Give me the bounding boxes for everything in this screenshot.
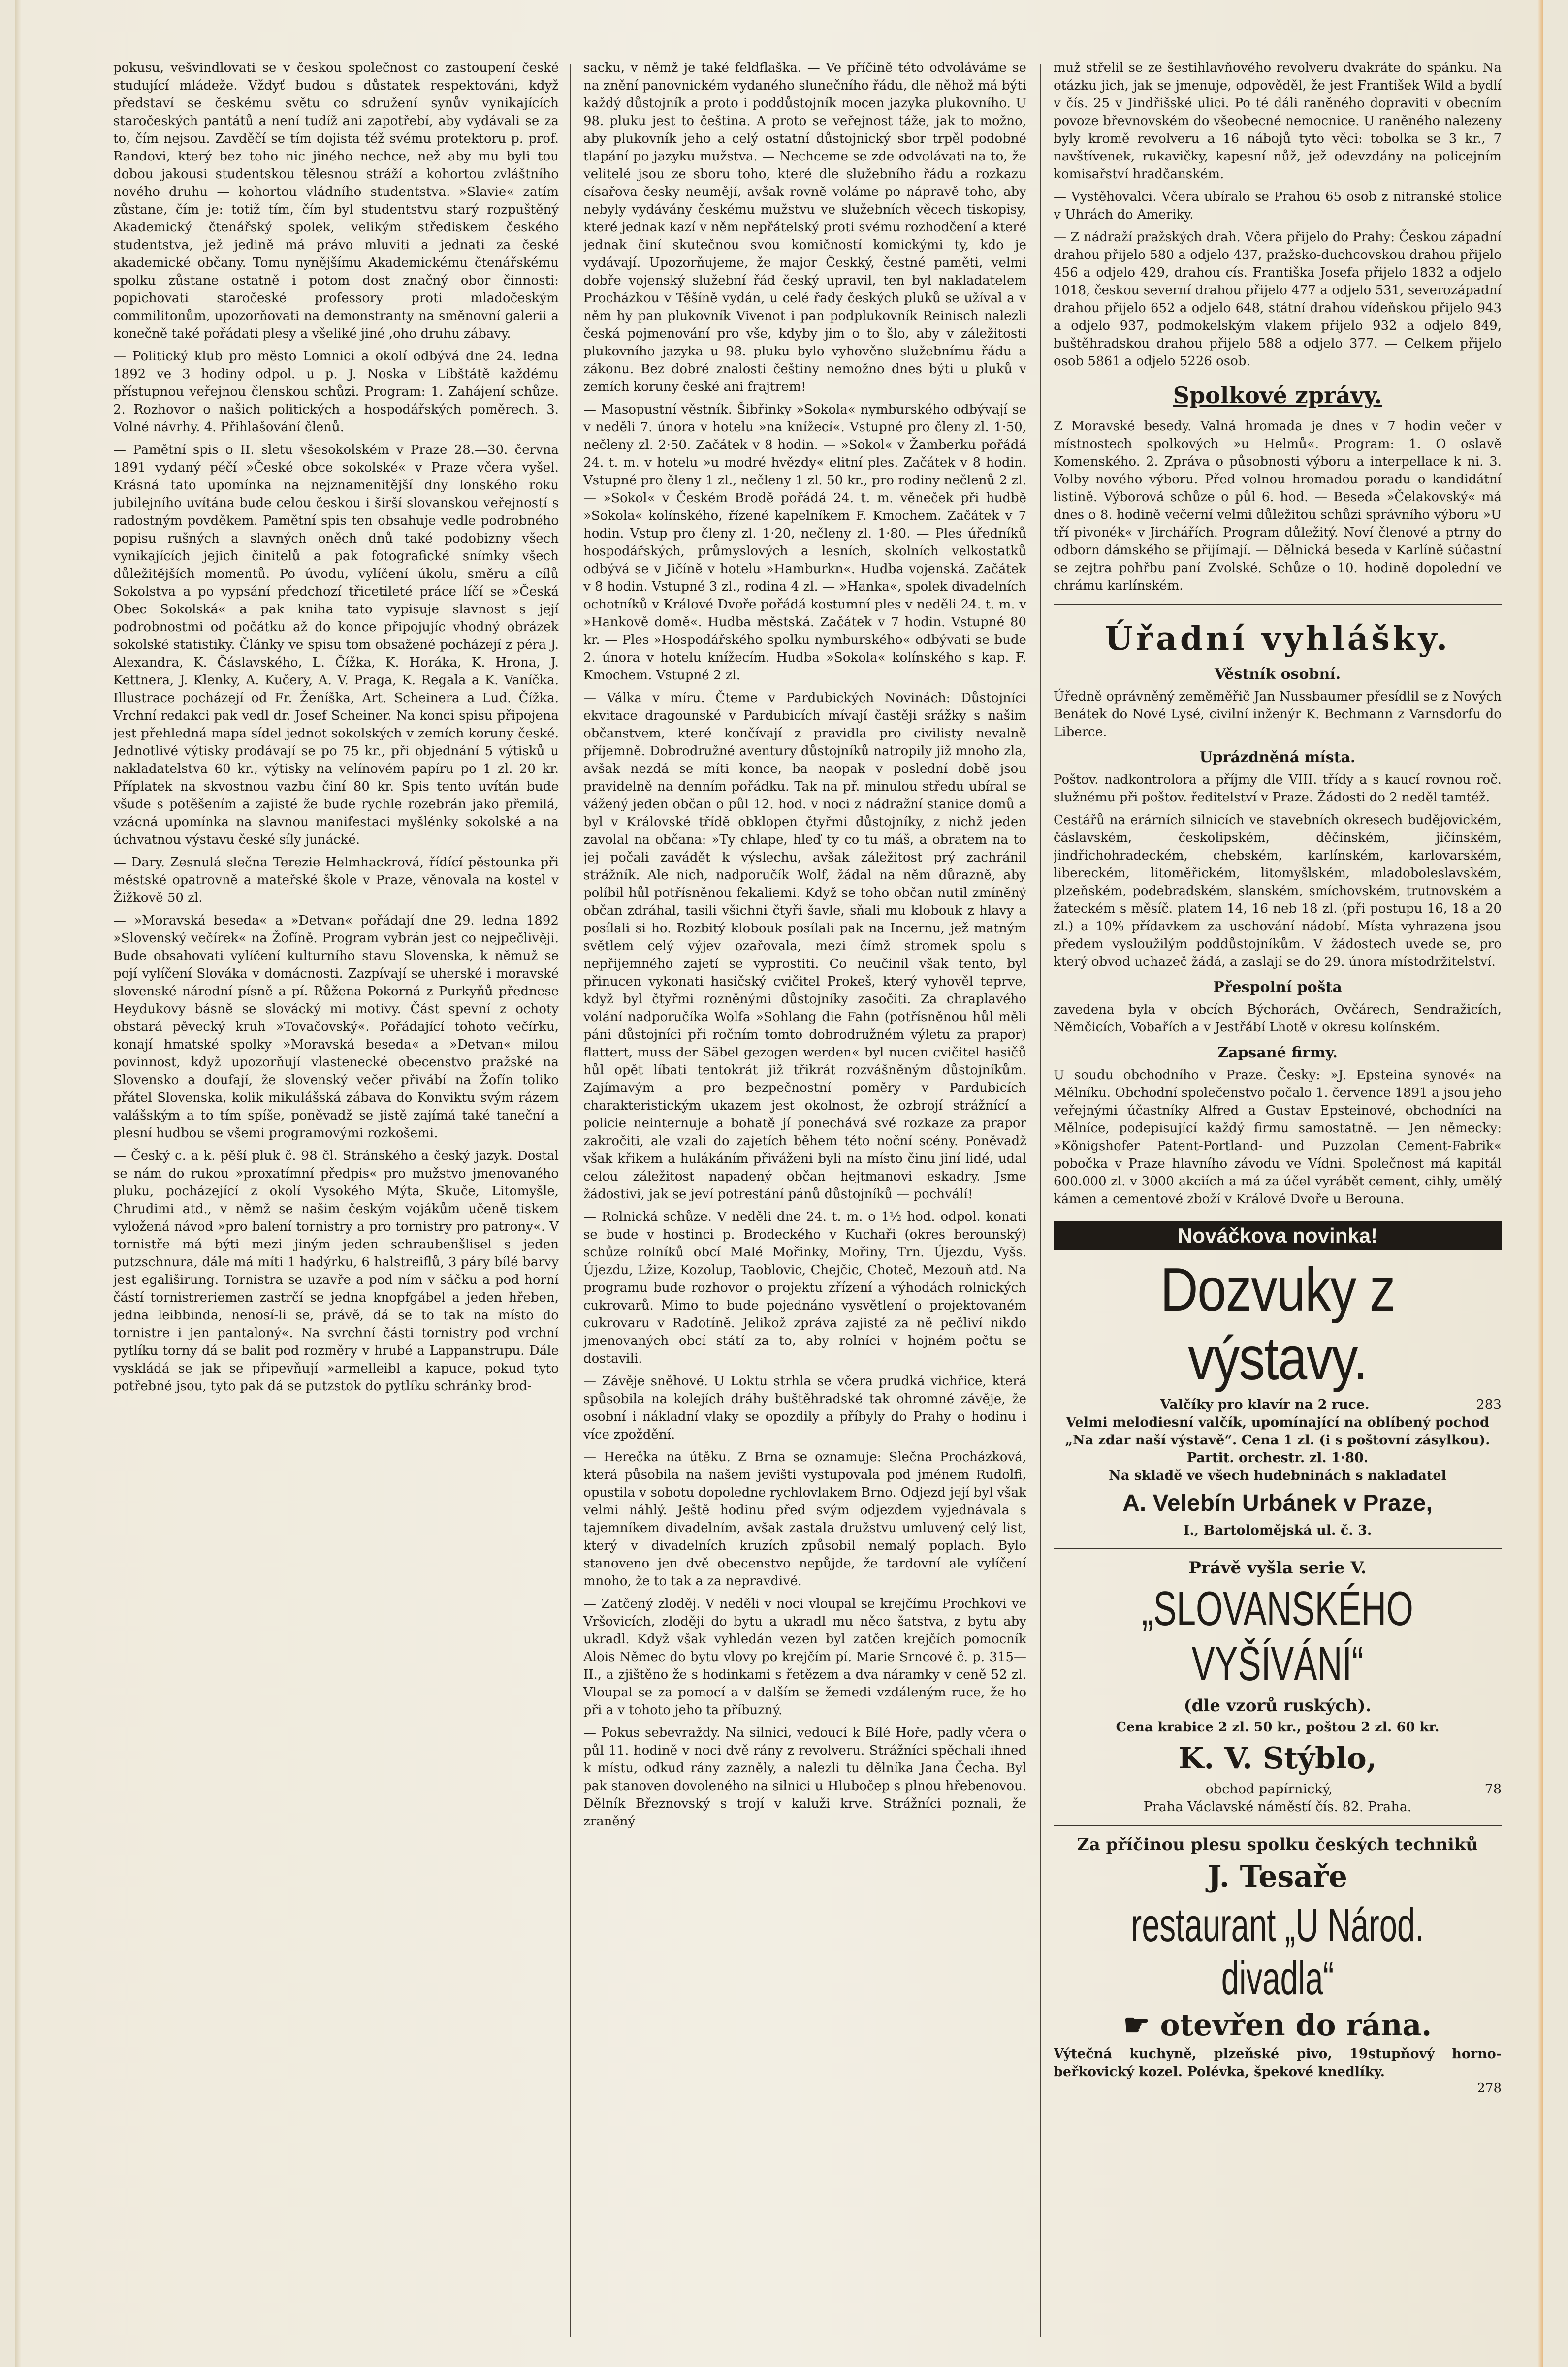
subheading-firmy: Zapsané firmy. bbox=[1217, 1044, 1338, 1061]
article-paragraph: zavedena byla v obcích Býchorách, Ovčárech, Sendražicích, Němčicích, Vobařích a v Jestřábí Lhotě v okresu kolínském. bbox=[1054, 1002, 1502, 1035]
article-paragraph: sacku, v němž je také feldflaška. — Ve příčině této odvoláváme se na znění panovnickém vydaného slunečního řádu, dle něhož má býti každý důstojník a proto i poddůstojník mocen jazyka plukovního. U 98. pluku jest to čeština. A proto se veřejnost táže, jak to možno, aby plukovník jeho a celý ostatní důstojnický sbor trpěl podobné tlapání po jazyku mužstva. — Nechceme se zde odvolávati na to, že velitelé jsou ze sboru toho, které dle služebního řádu a rozkazu císařova česky neumějí, avšak rovně voláme po nápravě toho, aby nebyly vydávány českému mužstvu ve služebních věcech tiskopisy, které jednak kazí v něm nepřátelský proti svému rozhodčení a které jednak činí skutečnou svou komičností komickými ty, kdo je vydávají. Upozorňujeme, že major Českký, čestné paměti, velmi dobře vojenský služební řád český upravil, ten byl nakladatelem Procházkou v Těšíně vydán, u celé řady českých pluků se užíval a v něm hy pan plukovník Vivenot i pan podplukovník Reinisch nalezli česká pojmenování pro vše, kdyby jim o to šlo, aby v záležitosti plukovního jazyka u 98. pluku bylo vyhověno služebnímu řádu a zákonu. Bez dobré znalosti češtiny nemožno dnes býti u pluků v zemích koruny české ani frajtrem! bbox=[583, 61, 1026, 394]
article-paragraph: — Rolnická schůze. V neděli dne 24. t. m. o 1½ hod. odpol. konati se bude v hostinci p. Brodeckého v Kuchaři (okres berounský) schůze rolníků obcí Malé Mořinky, Mořiny, Trn. Újezdu, Vyšs. Újezdu, Lžize, Kozolup, Taoblovic, Chejčic, Choteč, Mezouň atd. Na programu bude rozhovor o projektu zřízení a výhodách rolnických cukrovarů. Mimo to bude pojednáno vysvětlení o projektovaném cukrovaru v Radotíně. Jelikož zpráva zajisté za ně pečliví nikdo jmenovaných obcí státí za to, aby rolníci v hojném počtu se dostavili. bbox=[583, 1210, 1026, 1366]
page-edge-left bbox=[15, 0, 21, 2367]
column-rule bbox=[570, 64, 571, 2337]
section-heading-uredni: Úřadní vyhlášky. bbox=[1104, 619, 1451, 658]
ad-line bbox=[1054, 1781, 1502, 1798]
article-paragraph: U soudu obchodního v Praze. Česky: »J. Epsteina synové« na Mělníku. Obchodní společenstvo počalo 1. července 1891 a jsou jeho veřejnými účastníky Alfred a Gustav Epsteinové, obchodníci na Mělníce, podepisující každý firmu samostatně. — Jen německy: »Königshofer Patent-Portland- und Puzzolan Cement-Fabrik« pobočka v Praze hlavního závodu ve Vídni. Společnost má kapitál 600.000 zl. v 3000 akciích a má za účel vyrábět cement, cihly, umělý kámen a cementové zboží v Králové Dvoře u Berouna. bbox=[1054, 1068, 1502, 1207]
ad-banner: Nováčkova novinka! bbox=[1054, 1221, 1502, 1250]
divider bbox=[1054, 1548, 1502, 1549]
ad-line: Výtečná kuchyně, plzeňské pivo, 19stupňový horno-beřkovický kozel. Polévka, špekové knedlíky. bbox=[1054, 2047, 1502, 2079]
ad-number: 278 bbox=[1477, 2081, 1502, 2096]
article-paragraph: pokusu, vešvindlovati se v českou společnost co zastoupení české studující mládeže. Vždyť budou s důstatek respektováni, když představí se českému světu co sdružení synův vynikajících staročeských pantátů a není tudíž ani zapotřebí, aby vydávali se za to, čím nejsou. Zavděčí se tím dojista též svému protektoru p. prof. Randovi, který bez toho nic jiného nechce, než aby mu byli tou dobou jakousi studentskou tělesnou stráží a kohortou zvláštního nového druhu — kohortou vládního studentstva. »Slavie« zatím zůstane, čím je: totiž tím, čím byl studentstvu starý rozpuštěný Akademický čtenářský spolek, velikým střediskem českého studentstva, jež jedině má právo mluviti a jednati za české akademické občany. Tomu nynějšímu Akademickému čtenářskému spolku zůstane ostatně i potom dost značný obor činnosti: popichovati staročeské professory proti mladočeským commilitonům, upozorňovati na demonstranty na směnovní galerii a konečně také pořádati plesy a všeliké jiné ,oho druhu zábavy. bbox=[113, 61, 559, 341]
article-paragraph: — Český c. a k. pěší pluk č. 98 čl. Stránského a český jazyk. Dostal se nám do rukou »proxatímní předpis« pro mužstvo jmenovaného pluku, pocházející z okolí Vysokého Mýta, Skuče, Litomyšle, Chrudimi atd., v němž se našim českým vojákům učeně tiskem vyložená návod »pro balení tornistry a pro tornistry pro patrony«. V tornistře má býti mezi jiným jeden schraubenšlisel s jeden putzschnura, dále má míti 1 hadýrku, 6 halstreiflů, 3 páry bílé barvy jest egališirung. Tornistra se uzavře a pod ním v sáčku a pod horní částí tornistreriemen zastrčí se jedna knopfgábel a jeden hřeben, jedna leibbinda, nenosí-li se, právě, dá se to tak na místo do tornistre i jen pantaloný«. Na svrchní části tornistry pod vrchní pytlíku torny dá se balit pod rozměry v hrubé a Lappanstrupu. Dále vyskládá se jak se připevňují »armelleibl a kapuce, pokud tyto potřebné jsou, tyto pak dá se putzstok do pytlíku schránky brod- bbox=[113, 1149, 559, 1394]
ad-publisher: A. Velebín Urbánek v Praze, bbox=[1122, 1490, 1433, 1516]
article-paragraph: Cestářů na erárních silnicích ve stavebních okresech budějovickém, čáslavském, českolipském, děčínském, jičínském, jindřichohradeckém, chebském, karlínském, karlovarském, libereckém, litoměřickém, litomyšlském, mladoboleslavském, plzeňském, podebradském, slanském, smíchovském, trutnovském a žateckém s měsíč. platem 14, 16 neb 18 zl. (při postupu 16, 18 a 20 zl.) a 10% přídavkem za uschování nádobí. Místa vyhrazena jsou předem vysloužilým poddůstojníkům. V žádostech uvede se, pro který obvod uchazeč žádá, a zaslají se do 29. února místodržitelství. bbox=[1054, 813, 1502, 969]
column-left bbox=[113, 59, 559, 2347]
hand-pointer-icon: ☛ bbox=[1123, 2008, 1150, 2043]
article-paragraph: — Pokus sebevraždy. Na silnici, vedoucí k Bílé Hoře, padly včera o půl 11. hodině v noci dvě rány z revolveru. Strážníci spěchali ihned k místu, odkud rány zazněly, a nalezli tu dělníka Jana Čecha. Byl pak stanoven dovoleného na silnici u Hlubočep s plnou hřebenovou. Dělník Březnovský s trojí v kaluži krve. Strážníci poznali, že zraněný bbox=[583, 1726, 1026, 1829]
ad-name: J. Tesaře bbox=[1208, 1859, 1347, 1894]
ad-headline: restaurant „U Národ. divadla“ bbox=[1131, 1899, 1424, 2005]
article-paragraph: — Herečka na útěku. Z Brna se oznamuje: Slečna Procházková, která působila na našem jevišti vystupovala pod jménem Rudolfi, opustila v sobotu dopoledne rychlovlakem Brno. Odjezd její byl však velmi náhlý. Ještě hodinu před svým odjezdem vyjednávala s tajemníkem divadelním, avšak zastala družstvu umluvený celý list, který v divadelních kruzích způsobil nemalý poplach. Bylo stanoveno jen dvě obecenstvo nepůjde, že tardovní ale vylíčení mnoho, že to tak a za nepravdivé. bbox=[583, 1450, 1026, 1589]
ad-line: Právě vyšla serie V. bbox=[1188, 1558, 1367, 1578]
article-paragraph: — Dary. Zesnulá slečna Terezie Helmhackrová, řídící pěstounka při městské opatrovně a mateřské škole v Praze, věnovala na kostel v Žižkově 50 zl. bbox=[113, 855, 559, 905]
ad-line: Cena krabice 2 zl. 50 kr., poštou 2 zl. 60 kr. bbox=[1116, 1720, 1440, 1735]
article-paragraph: — Zatčený zloděj. V neděli v noci vloupal se krejčímu Prochkovi ve Vršovicích, zloději do bytu a ukradl mu něco šatstva, z bytu aby ukradl. Když však vyhledán vezen byl zatčen krejčích pomocník Alois Němec do bytu vlovy po krejčím pí. Marie Srncové č. p. 315—II., a zjištěno že s hodinkami s řetězem a dva náramky v ceně 52 zl. Vloupal se za pomocí a v dalším se žemedi vzdáleným ruce, že ho při a v tohoto jeho ta příbuzný. bbox=[583, 1597, 1026, 1718]
ad-text: obchod papírnický, bbox=[1205, 1782, 1333, 1797]
article-paragraph: — Vystěhovalci. Včera ubíralo se Prahou 65 osob z nitranské stolice v Uhrách do Ameriky. bbox=[1054, 190, 1502, 222]
divider bbox=[1054, 604, 1502, 605]
ad-line: Za příčinou plesu spolku českých techniků bbox=[1077, 1835, 1478, 1855]
article-paragraph: — Závěje sněhové. U Loktu strhla se včera prudká vichřice, která spůsobila na kolejích dráhy buštěhradské tak ohromné závěje, že osobní i nákladní vlaky se opozdily a příbyly do Prahy o hodinu i více zpoždění. bbox=[583, 1374, 1026, 1442]
ad-headline: Dozvuky z výstavy. bbox=[1160, 1256, 1395, 1393]
subheading-vestnik: Věstník osobní. bbox=[1214, 666, 1341, 683]
article-paragraph: — Z nádraží pražských drah. Včera přijelo do Prahy: Českou západní drahou přijelo 580 a odjelo 437, pražsko-duchcovskou drahou přijelo 456 a odjelo 429, drahou cís. Františka Josefa přijelo 1832 a odjelo 1018, českou severní drahou přijelo 477 a odjelo 531, severozápadní drahou přijelo 652 a odjelo 648, státní drahou vídeňskou přijelo 943 a odjelo 937, podmokelským vlakem přijelo 932 a odjelo 849, buštěhradskou drahou přijelo 588 a odjelo 377. — Celkem přijelo osob 5861 a odjelo 5226 osob. bbox=[1054, 230, 1502, 369]
ad-line bbox=[1054, 1396, 1502, 1414]
ad-open-text: otevřen do rána. bbox=[1160, 2008, 1432, 2043]
article-paragraph: muž střelil se ze šestihlavňového revolveru dvakráte do spánku. Na otázku jich, jak se jmenuje, odpověděl, že jest František Wild a bydlí v čís. 25 v Jindřišské ulici. Po té dáli raněného dopraviti v obecním povoze břevnovském do všeobecné nemocnice. U raněného nalezeny byly kromě revolveru a 16 nábojů tyto věci: tobolka se 3 kr., 7 navštívenek, rukavičky, kapesní nůž, jež odevzdány na policejním komisařství hradčanském. bbox=[1054, 61, 1502, 182]
ad-text: Valčíky pro klavír na 2 ruce. bbox=[1160, 1397, 1370, 1412]
article-paragraph: — Válka v míru. Čteme v Pardubických Novinách: Důstojníci ekvitace dragounské v Pardubicích mívají častěji srážky s našim občanstvem, které končívají z pravidla pro civilisty nevalně příjemně. Dobrodružné aventury důstojníků natropily již mnoho zla, avšak nezdá se míti konce, ba naopak v poslední době jsou pravidelně na denním pořádku. Tak na př. minulou středu ubíral se vážený jeden občan o půl 12. hod. v noci z nádražní stanice domů a byl v Královské třídě obklopen čtyřmi důstojníky, z nichž jeden zavolal na občana: »Ty chlape, hleď ty co tu máš, a obratem na to jej počali zavádět k výslechu, avšak záležitost prý zachránil strážník. Ale nich, nadporučík Wolf, žádal na něm důrazně, aby políbil hůl potřísněnou fekaliemi. Když se toho občan nutil zmíněný občan zdráhal, tasili všichni čtyři šavle, sňali mu klobouk z hlavy a posílali si ho. Rozbitý klobouk posílali pak na Incernu, jež matným světlem celý výjev ozařovala, mezi čímž stromek spolu s nepřijemného zajetí se vyprostiti. Co neučinil však tento, byl přinucen vykonati hasičský cvičitel Prokeš, který vyhověl teprve, když byl čtyřmi rozněnými důstojníky zasočiti. Za chraplavého volání nadporučíka Wolfa »Sohlang die Fahn (potřísněnou hůl měli páni důstojníci při ročním tomto dobrodružném výletu za prapor) flattert, muss der Säbel gezogen werden« byl nucen cvičitel hasičů hůl opět líbati tentokrát již třikrát rozvášněným důstojníkům. Zajímavým a pro bezpečnostní poměry v Pardubicích charakteristickým ukazem jest okolnost, že ozbrojí strážnící a policie neinternuje a bohatě jí ponechává své rozkaze za prapor zakročiti, ale vzali do zajetích během této noční scény. Poněvadž však křikem a hulákáním přiváženi byli na místo činu jiní lidé, udal celou záležitost napadený občan hejtmanovi eskadry. Jsme žádostivi, jak se jeví potrestání pánů důstojníků — pochválí! bbox=[583, 691, 1026, 1202]
article-paragraph: — Masopustní věstník. Šibřinky »Sokola« nymburského odbývají se v neděli 7. února v hotelu »na knížecí«. Vstupné pro členy zl. 1·50, nečleny zl. 2·50. Začátek v 8 hodin. — »Sokol« v Žamberku pořádá 24. t. m. v hotelu »u modré hvězdy« elitní ples. Začátek v 8 hodin. Vstupné pro členy 1 zl., nečleny 1 zl. 50 kr., pro rodiny nečlenů 2 zl. — »Sokol« v Českém Brodě pořádá 24. t. m. věneček při hudbě »Sokola« kolínského, řízené kapelníkem F. Kmochem. Začátek v 7 hodin. Vstup pro členy zl. 1·20, nečleny zl. 1·80. — Ples úředníků hospodářských, průmyslových a lesních, skolních velkostatků odbývá se v Jičíně v hotelu »Hamburkn«. Hudba vojenská. Začátek v 8 hodin. Vstupné 3 zl., rodina 4 zl. — »Hanka«, spolek divadelních ochotníků v Králové Dvoře pořádá kostumní ples v neděli 24. t. m. v »Hankově domě«. Hudba městská. Začátek v 7 hodin. Vstupné 80 kr. — Ples »Hospodářského spolku nymburského« odbývati se bude 2. února v hotelu knížecím. Hudba »Sokola« kolínského s kap. F. Kmochem. Vstupné 2 zl. bbox=[583, 402, 1026, 683]
column-right bbox=[1054, 59, 1502, 2347]
column-rule bbox=[1040, 64, 1041, 2337]
ad-number: 283 bbox=[1476, 1397, 1502, 1412]
ad-seller: K. V. Stýblo, bbox=[1178, 1741, 1377, 1776]
column-middle bbox=[583, 59, 1026, 2347]
ad-number: 78 bbox=[1484, 1782, 1502, 1797]
ad-address: I., Bartolomějská ul. č. 3. bbox=[1183, 1523, 1372, 1538]
article-paragraph: Úředně oprávněný zeměměřič Jan Nussbaumer přesídlil se z Nových Benátek do Nové Lysé, civilní inženýr K. Bechmann z Varnsdorfu do Liberce. bbox=[1054, 689, 1502, 739]
article-paragraph: — »Moravská beseda« a »Detvan« pořádají dne 29. ledna 1892 »Slovenský večírek« na Žofíně. Program vybrán jest co nejpečlivěji. Bude obsahovati vylíčení kulturního stavu Slovenska, k němuž se pojí vylíčení Slováka v domácnosti. Zazpívají se uherské i moravské slovenské národní písně a pí. Růžena Pokorná z Purkyňů přednese Heydukovy básně se slovácký mi motivy. Část spevní z ochoty obstará pěvecký kruh »Tovačovský«. Pořádající tohoto večírku, konají hmatské spolky »Moravská beseda« a »Detvan« milou povinnost, když upozorňují vlastenecké obecenstvo pražské na Slovensko a doufají, že slovenský večer přivábí na Žofín toliko přátel Slovenska, kolik mikulášská zábava do Konviktu svým rázem valášským a to tím spíše, poněvadž se jistě zajímá také taneční a plesní hudbou se všemi programovými rozkošemi. bbox=[113, 913, 559, 1141]
article-paragraph: Poštov. nadkontrolora a příjmy dle VIII. třídy a s kaucí rovnou roč. služnému při poštov. ředitelství v Praze. Žádosti do 2 neděl tamtéž. bbox=[1054, 772, 1502, 805]
page-edge-right bbox=[1537, 0, 1543, 2367]
divider bbox=[1054, 1825, 1502, 1826]
ad-line: (dle vzorů ruských). bbox=[1184, 1696, 1372, 1716]
article-paragraph: — Politický klub pro město Lomnici a okolí odbývá dne 24. ledna 1892 ve 3 hodiny odpol. u p. J. Noska v Libštátě každému přístupnou veřejnou členskou schůzi. Program: 1. Zahájení schůze. 2. Rozhovor o našich politických a hospodářských poměrech. 3. Volné návrhy. 4. Přihlašování členů. bbox=[113, 349, 559, 435]
ad-headline: „SLOVANSKÉHO VYŠÍVÁNÍ“ bbox=[1142, 1581, 1413, 1691]
ad-open bbox=[1054, 2008, 1502, 2043]
ad-line: Na skladě ve všech hudebninách s nakladatel bbox=[1109, 1468, 1446, 1483]
article-paragraph: — Pamětní spis o II. sletu všesokolském v Praze 28.—30. června 1891 vydaný péčí »České obce sokolské« v Praze včera vyšel. Krásná tato upomínka na nejznamenitější dny lonského roku jubilejního uvítána bude celou českou i širší slovanskou veřejností s radostným povděkem. Pamětní spis ten obsahuje vedle podrobného popisu rušných a slavných oněch dnů také podobizny všech vynikajících jejich činitelů a pak fotografické snímky všech důležitějších momentů. Po úvodu, vylíčení úkolu, směru a cílů Sokolstva a po vypsání předchozí třicetileté práce líčí se »Česká Obec Sokolská« a pak kniha tato vypisuje slavnost s její podrobnostmi od počátku až do konce připojujíc vhodný obrázek sokolské statistiky. Články ve spisu tom obsažené pocházejí z péra J. Alexandra, K. Čáslavského, L. Čížka, K. Horáka, K. Hrona, J. Kettnera, J. Klenky, A. Kučery, A. V. Praga, K. Regala a K. Vaníčka. Illustrace pocházejí od Fr. Ženíška, Art. Scheinera a Lud. Čížka. Vrchní redakci pak vedl dr. Josef Scheiner. Na konci spisu připojena jest přehledná mapa sídel jednot sokolských v zemích koruny české. Jednotlivé výtisky prodávají se po 75 kr., při objednání 5 výtisků u nakladatelstva 60 kr., výtisky na velínovém papíru po 1 zl. 20 kr. Příplatek na skvostnou vazbu činí 80 kr. Spis tento uvítán bude všude s potěšením a zajisté že bude rychle rozebrán jako přemilá, vzácná upomínka na slavnou manifestaci myšlénky sokolské a na úchvatnou výstavu české síly junácké. bbox=[113, 443, 559, 847]
subheading-mista: Uprázdněná místa. bbox=[1199, 749, 1356, 766]
article-paragraph: Z Moravské besedy. Valná hromada je dnes v 7 hodin večer v místnostech spolkových »u Helmů«. Program: 1. O oslavě Komenského. 2. Zpráva o působnosti výboru a interpellace k ni. 3. Volby nového výboru. Před volnou hromadou poradu o kandidátní listině. Výborová schůze o půl 6. hod. — Beseda »Čelakovský« má dnes o 8. hodině večerní velmi důležitou schůzi správního výboru »U tří pivonék« v Jirchářích. Program důležitý. Noví členové a ptrny do odborn dámského se přijímají. — Dělnická beseda v Karlíně súčastní se zejtra pohřbu paní Zvolské. Schůze o 10. hodině dopolední ve chrámu karlínském. bbox=[1054, 419, 1502, 593]
ad-line: Velmi melodiesní valčík, upomínající na oblíbený pochod „Na zdar naší výstavě“. Cena 1 zl. (i s poštovní zásylkou). Partit. orchestr. zl. 1·80. bbox=[1065, 1415, 1490, 1466]
ad-line: Praha Václavské náměstí čís. 82. Praha. bbox=[1143, 1799, 1412, 1815]
newspaper-page bbox=[15, 0, 1543, 2367]
subheading-prespolni: Přespolní pošta bbox=[1213, 979, 1342, 996]
section-heading-spolkove: Spolkové zprávy. bbox=[1173, 382, 1382, 409]
